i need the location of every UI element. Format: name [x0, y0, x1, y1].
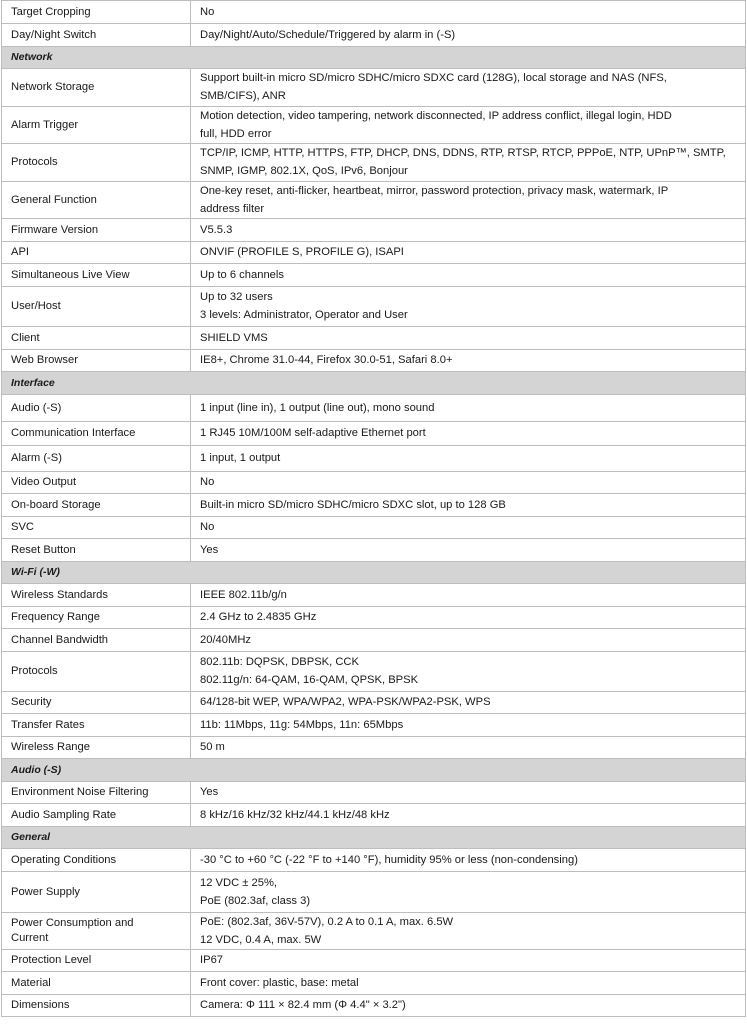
spec-row [2, 782, 746, 804]
spec-label-line: Day/Night Switch [11, 28, 97, 41]
spec-row [2, 422, 746, 446]
spec-row [2, 144, 746, 182]
spec-label-line: Alarm Trigger [11, 118, 79, 131]
spec-label [2, 804, 191, 827]
spec-value-line: SHIELD VMS [200, 331, 268, 344]
spec-value-line: Day/Night/Auto/Schedule/Triggered by alarm in (-S) [200, 28, 456, 41]
spec-row [2, 584, 746, 607]
spec-value [191, 219, 746, 242]
section-title: Network [2, 47, 746, 69]
spec-value [191, 182, 746, 219]
spec-value [191, 264, 746, 287]
spec-row [2, 219, 746, 242]
section-title: Audio (-S) [2, 759, 746, 782]
spec-value-line: 12 VDC, 0.4 A, max. 5W [200, 933, 322, 946]
spec-row [2, 24, 746, 47]
spec-value-line: IEEE 802.11b/g/n [200, 588, 287, 601]
spec-label [2, 107, 191, 144]
spec-value-line: 802.11b: DQPSK, DBPSK, CCK [200, 656, 359, 668]
spec-value-line: 3 levels: Administrator, Operator and User [200, 309, 408, 321]
spec-value-line: No [200, 5, 215, 18]
spec-row [2, 494, 746, 517]
spec-value-line: address filter [200, 202, 265, 215]
spec-row [2, 804, 746, 827]
spec-value [191, 872, 746, 913]
spec-value-line: Yes [200, 786, 219, 798]
spec-value [191, 782, 746, 804]
spec-row [2, 1, 746, 24]
spec-label-line: Audio (-S) [11, 401, 62, 414]
spec-label-line: Network Storage [11, 81, 95, 93]
spec-value [191, 395, 746, 422]
spec-row [2, 242, 746, 264]
spec-label-line: Environment Noise Filtering [11, 786, 149, 798]
spec-value-line: 1 input, 1 output [200, 452, 281, 464]
spec-value [191, 24, 746, 47]
spec-value-line: 20/40MHz [200, 633, 251, 646]
spec-value-line: IP67 [200, 954, 224, 966]
spec-label [2, 327, 191, 350]
spec-label-line: Dimensions [11, 999, 70, 1011]
spec-label-line: Simultaneous Live View [11, 268, 130, 281]
spec-label [2, 714, 191, 737]
spec-value [191, 804, 746, 827]
section-header [2, 372, 746, 395]
spec-label-line: Operating Conditions [11, 853, 117, 866]
spec-row [2, 629, 746, 652]
spec-value [191, 539, 746, 562]
spec-label-line: API [11, 246, 30, 258]
spec-row [2, 539, 746, 562]
spec-row [2, 607, 746, 629]
spec-value [191, 652, 746, 692]
spec-value-line: PoE: (802.3af, 36V-57V), 0.2 A to 0.1 A, max. 6.5W [200, 915, 454, 928]
spec-label-line: Audio Sampling Rate [11, 808, 117, 821]
spec-label-line: Material [11, 976, 51, 989]
spec-value [191, 607, 746, 629]
spec-label-line: Frequency Range [11, 611, 100, 623]
spec-row [2, 517, 746, 539]
spec-label [2, 242, 191, 264]
spec-value-line: -30 °C to +60 °C (-22 °F to +140 °F), humidity 95% or less (non-condensing) [200, 853, 578, 866]
spec-label [2, 287, 191, 327]
spec-row [2, 69, 746, 107]
spec-value [191, 327, 746, 350]
spec-label-line: Target Cropping [11, 5, 91, 18]
spec-row [2, 652, 746, 692]
spec-value-line: 8 kHz/16 kHz/32 kHz/44.1 kHz/48 kHz [200, 808, 390, 821]
spec-label-line: Protocols [11, 156, 58, 168]
spec-value-line: 1 input (line in), 1 output (line out), mono sound [200, 401, 435, 414]
spec-row [2, 950, 746, 972]
spec-value-line: Up to 6 channels [200, 268, 284, 281]
spec-value-line: TCP/IP, ICMP, HTTP, HTTPS, FTP, DHCP, DNS, DDNS, RTP, RTSP, RTCP, PPPoE, NTP, UPnP™, SMTP, [200, 147, 726, 159]
spec-value-line: No [200, 521, 215, 533]
spec-label-line: Protocols [11, 665, 58, 677]
spec-row [2, 107, 746, 144]
spec-value-line: 2.4 GHz to 2.4835 GHz [200, 611, 317, 623]
spec-value [191, 494, 746, 517]
section-title: General [2, 827, 746, 849]
spec-value [191, 714, 746, 737]
spec-label-line: Power Supply [11, 885, 81, 898]
spec-label-line: General Function [11, 193, 97, 206]
spec-label [2, 219, 191, 242]
spec-row [2, 972, 746, 995]
spec-label-line: SVC [11, 521, 35, 533]
spec-label [2, 144, 191, 182]
spec-label [2, 950, 191, 972]
spec-value-line: ONVIF (PROFILE S, PROFILE G), ISAPI [200, 246, 404, 258]
spec-value [191, 69, 746, 107]
spec-label [2, 972, 191, 995]
spec-row [2, 327, 746, 350]
spec-label-line: Protection Level [11, 954, 92, 966]
spec-label [2, 264, 191, 287]
spec-row [2, 692, 746, 714]
spec-label [2, 446, 191, 472]
spec-value [191, 692, 746, 714]
spec-value [191, 849, 746, 872]
spec-value-line: SNMP, IGMP, 802.1X, QoS, IPv6, Bonjour [200, 165, 408, 177]
spec-label [2, 629, 191, 652]
spec-label [2, 182, 191, 219]
spec-value [191, 584, 746, 607]
spec-value-line: No [200, 476, 215, 488]
spec-value [191, 913, 746, 950]
spec-value [191, 242, 746, 264]
spec-value-line: Up to 32 users [200, 291, 273, 303]
spec-label-line: Wireless Standards [11, 588, 108, 601]
spec-label [2, 69, 191, 107]
spec-value-line: Motion detection, video tampering, network disconnected, IP address conflict, illegal login, HDD [200, 109, 672, 122]
section-header [2, 47, 746, 69]
spec-value-line: 1 RJ45 10M/100M self-adaptive Ethernet port [200, 427, 426, 439]
spec-value [191, 144, 746, 182]
spec-row [2, 995, 746, 1017]
spec-label [2, 395, 191, 422]
spec-label [2, 737, 191, 759]
spec-label-line: Wireless Range [11, 741, 90, 753]
spec-value [191, 972, 746, 995]
spec-value-line: Camera: Φ 111 × 82.4 mm (Φ 4.4" × 3.2") [200, 999, 406, 1011]
spec-label [2, 517, 191, 539]
spec-value [191, 1, 746, 24]
spec-label [2, 872, 191, 913]
spec-label-line: Firmware Version [11, 223, 99, 236]
spec-value-line: Front cover: plastic, base: metal [200, 976, 359, 989]
section-header [2, 827, 746, 849]
spec-label-line: Reset Button [11, 543, 76, 556]
spec-label [2, 24, 191, 47]
spec-label [2, 472, 191, 494]
spec-label-line: Power Consumption and [11, 917, 134, 929]
spec-value-line: V5.5.3 [200, 223, 233, 236]
spec-label-line: Alarm (-S) [11, 452, 62, 464]
spec-label [2, 913, 191, 950]
spec-label-line: Transfer Rates [11, 718, 85, 731]
spec-value [191, 446, 746, 472]
spec-value [191, 287, 746, 327]
spec-label-line: On-board Storage [11, 498, 101, 511]
spec-value [191, 950, 746, 972]
spec-row [2, 849, 746, 872]
spec-row [2, 913, 746, 950]
section-title: Interface [2, 372, 746, 395]
spec-table [1, 0, 746, 1017]
spec-label [2, 584, 191, 607]
spec-row [2, 395, 746, 422]
spec-label-line: Security [11, 696, 52, 708]
spec-value-line: 802.11g/n: 64-QAM, 16-QAM, QPSK, BPSK [200, 674, 419, 686]
spec-value [191, 350, 746, 372]
spec-label-line: Video Output [11, 476, 77, 488]
spec-label [2, 849, 191, 872]
spec-value [191, 629, 746, 652]
spec-label-line: Channel Bandwidth [11, 633, 109, 646]
spec-value [191, 422, 746, 446]
section-title: Wi-Fi (-W) [2, 562, 746, 584]
spec-label [2, 692, 191, 714]
spec-value [191, 737, 746, 759]
spec-value-line: PoE (802.3af, class 3) [200, 894, 311, 907]
section-header [2, 562, 746, 584]
spec-label [2, 1, 191, 24]
spec-value [191, 517, 746, 539]
spec-label [2, 494, 191, 517]
spec-value-line: IE8+, Chrome 31.0-44, Firefox 30.0-51, Safari 8.0+ [200, 354, 453, 366]
spec-row [2, 182, 746, 219]
spec-value-line: 12 VDC ± 25%, [200, 876, 278, 889]
spec-value-line: Yes [200, 543, 219, 556]
spec-row [2, 737, 746, 759]
spec-value-line: Built-in micro SD/micro SDHC/micro SDXC slot, up to 128 GB [200, 498, 506, 511]
section-header [2, 759, 746, 782]
spec-row [2, 872, 746, 913]
spec-label [2, 995, 191, 1017]
spec-label-line: Communication Interface [11, 427, 136, 439]
spec-label-line: Client [11, 331, 40, 344]
spec-row [2, 350, 746, 372]
spec-value-line: Support built-in micro SD/micro SDHC/micro SDXC card (128G), local storage and NAS (NFS, [200, 72, 667, 84]
spec-row [2, 714, 746, 737]
spec-label [2, 782, 191, 804]
spec-value-line: 11b: 11Mbps, 11g: 54Mbps, 11n: 65Mbps [200, 718, 404, 731]
spec-value-line: 50 m [200, 741, 225, 753]
spec-label [2, 607, 191, 629]
spec-row [2, 446, 746, 472]
spec-value-line: full, HDD error [200, 127, 272, 140]
spec-label-line: Web Browser [11, 354, 78, 366]
spec-value-line: SMB/CIFS), ANR [200, 90, 286, 102]
spec-table-body [2, 1, 746, 1017]
spec-label [2, 422, 191, 446]
spec-label [2, 652, 191, 692]
spec-label [2, 350, 191, 372]
spec-value-line: One-key reset, anti-flicker, heartbeat, mirror, password protection, privacy mask, watermark, IP [200, 184, 669, 197]
spec-label-line: Current [11, 932, 49, 944]
spec-value [191, 995, 746, 1017]
spec-value [191, 107, 746, 144]
spec-row [2, 287, 746, 327]
spec-row [2, 264, 746, 287]
spec-label-line: User/Host [11, 300, 61, 312]
spec-row [2, 472, 746, 494]
spec-label [2, 539, 191, 562]
spec-value-line: 64/128-bit WEP, WPA/WPA2, WPA-PSK/WPA2-PSK, WPS [200, 696, 491, 708]
spec-value [191, 472, 746, 494]
